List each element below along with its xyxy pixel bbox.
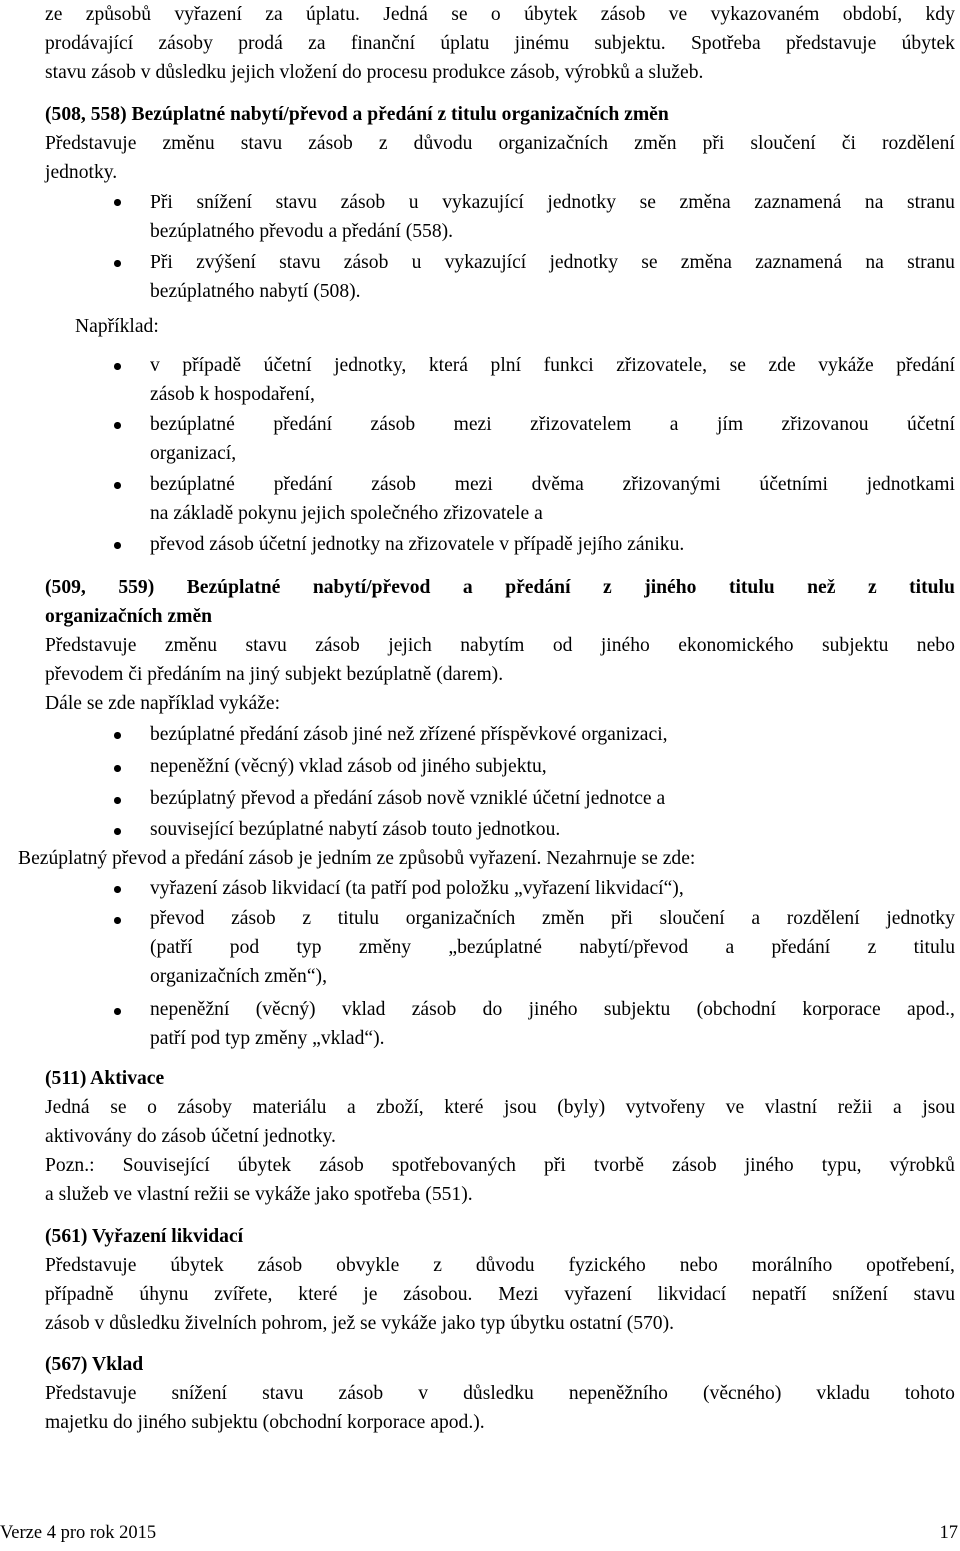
word: tohoto — [904, 1383, 955, 1404]
word: z — [603, 577, 612, 598]
word: představuje — [785, 33, 877, 54]
list-item-line: organizačních změn“), — [150, 966, 327, 987]
word: vytvořeny — [625, 1097, 706, 1118]
word: plní — [490, 355, 522, 376]
example-label: Například: — [75, 316, 159, 337]
bullet-icon — [114, 422, 121, 429]
word: jejich — [388, 635, 432, 656]
word: předání — [505, 577, 571, 598]
word: Spotřeba — [691, 33, 761, 54]
word: typ — [296, 937, 322, 958]
section-heading-511: (511) Aktivace — [45, 1068, 165, 1089]
word: Představuje — [45, 1255, 137, 1276]
paragraph-line: majetku do jiného subjektu (obchodní korporace apod.). — [45, 1412, 485, 1433]
word: titulu — [909, 577, 955, 598]
word: spotřebovaných — [391, 1155, 516, 1176]
word: Bezúplatné — [186, 577, 281, 598]
word: Při — [150, 192, 173, 213]
paragraph-line: a služeb ve vlastní režii se vykáže jako spotřeba (551). — [45, 1184, 473, 1205]
list-item-line: patří pod typ změny „vklad“). — [150, 1028, 385, 1049]
list-item-line — [150, 470, 955, 499]
word: úbytek — [237, 1155, 292, 1176]
word: subjektu — [603, 999, 671, 1020]
word: zásoby — [177, 1097, 232, 1118]
word: Představuje — [45, 635, 137, 656]
paragraph-line — [45, 1280, 955, 1309]
word: Pozn.: — [45, 1155, 95, 1176]
word: stranu — [907, 192, 955, 213]
word: Představuje — [45, 1383, 137, 1404]
word: nabytí/převod — [579, 937, 689, 958]
word: organizačních — [498, 133, 609, 154]
word: Související — [122, 1155, 210, 1176]
word: titulu — [913, 937, 955, 958]
word: kdy — [925, 4, 955, 25]
word: zásob — [672, 1155, 717, 1176]
word: úplatu — [440, 33, 490, 54]
word: změn — [634, 133, 677, 154]
word: vykáže — [818, 355, 874, 376]
word: zřizovatelem — [530, 414, 632, 435]
word: zásob — [338, 1383, 384, 1404]
list-item-line — [150, 410, 955, 439]
word: případně — [45, 1284, 114, 1305]
intro-line-2 — [45, 29, 955, 58]
paragraph-line — [45, 1379, 955, 1408]
word: apod., — [907, 999, 955, 1020]
word: v — [150, 355, 160, 376]
word: stavu — [245, 635, 287, 656]
word: opotřebení, — [866, 1255, 955, 1276]
word: zásob — [600, 4, 646, 25]
word: Jedná — [45, 1097, 90, 1118]
word: o — [147, 1097, 157, 1118]
word: v — [418, 1383, 429, 1404]
word: stranu — [907, 252, 955, 273]
list-item-line: zásob k hospodaření, — [150, 384, 315, 405]
word: Představuje — [45, 133, 137, 154]
word: (patří — [150, 937, 193, 958]
word: funkci — [543, 355, 594, 376]
word: rozdělení — [881, 133, 955, 154]
word: stavu — [240, 133, 283, 154]
word: zřizovanou — [781, 414, 869, 435]
paragraph-line — [45, 1093, 955, 1122]
word: zaznamená — [754, 192, 842, 213]
word: „bezúplatné — [448, 937, 542, 958]
word: důsledku — [463, 1383, 534, 1404]
word: finanční — [350, 33, 416, 54]
word: způsobů — [85, 4, 152, 25]
word: subjektu — [821, 635, 889, 656]
bullet-icon — [114, 542, 121, 549]
list-item-line: převod zásob účetní jednotky na zřizovatele v případě jejího zániku. — [150, 534, 685, 555]
bullet-icon — [114, 482, 121, 489]
word: případě — [182, 355, 242, 376]
list-item-line — [150, 933, 955, 962]
word: vyřazení — [564, 1284, 632, 1305]
word: zásob — [343, 252, 389, 273]
word: zásoby — [158, 33, 213, 54]
word: vykazovaném — [710, 4, 820, 25]
list-item-line: bezúplatného převodu a předání (558). — [150, 221, 454, 242]
word: 559) — [118, 577, 155, 598]
word: z — [867, 937, 877, 958]
word: při — [702, 133, 725, 154]
word: za — [308, 33, 326, 54]
word: korporace — [802, 999, 881, 1020]
word: vykazující — [442, 192, 524, 213]
word: jiného — [744, 1155, 794, 1176]
word: sloučení — [750, 133, 816, 154]
word: morálního — [751, 1255, 833, 1276]
bullet-icon — [114, 199, 121, 206]
word: o — [490, 4, 501, 25]
paragraph-line: převodem či předáním na jiný subjekt bezúplatně (darem). — [45, 664, 504, 685]
word: (byly) — [557, 1097, 606, 1118]
word: prodá — [238, 33, 283, 54]
list-item-line: organizací, — [150, 443, 237, 464]
word: výrobků — [889, 1155, 955, 1176]
list-item-line — [150, 904, 955, 933]
word: jednotky — [886, 908, 955, 929]
word: stavu — [262, 1383, 304, 1404]
word: se — [110, 1097, 127, 1118]
word: jsou — [922, 1097, 955, 1118]
word: snížení — [196, 192, 252, 213]
word: snížení — [171, 1383, 227, 1404]
word: důvodu — [475, 1255, 535, 1276]
word: stavu — [275, 192, 317, 213]
word: Při — [150, 252, 173, 273]
word: od — [552, 635, 573, 656]
word: období, — [842, 4, 903, 25]
word: nabytím — [460, 635, 525, 656]
word: a — [347, 1097, 356, 1118]
paragraph-line: aktivovány do zásob účetní jednotky. — [45, 1126, 336, 1147]
list-item-line: nepeněžní (věcný) vklad zásob od jiného subjektu, — [150, 756, 547, 777]
word: za — [265, 4, 283, 25]
word: nebo — [679, 1255, 718, 1276]
word: tvorbě — [593, 1155, 644, 1176]
word: zásob — [315, 635, 360, 656]
word: u — [408, 192, 419, 213]
word: nabytí/převod — [312, 577, 431, 598]
word: úbytek — [524, 4, 578, 25]
word: jednotky — [549, 252, 619, 273]
word: jednotky, — [334, 355, 407, 376]
word: z — [433, 1255, 442, 1276]
word: materiálu — [252, 1097, 327, 1118]
word: na — [864, 192, 884, 213]
word: zřizovatele, — [616, 355, 708, 376]
list-item-line: bezúplatný převod a předání zásob nově vzniklé účetní jednotce a — [150, 788, 666, 809]
word: zásob — [371, 474, 416, 495]
word: zásob — [370, 414, 416, 435]
word: Mezi — [498, 1284, 539, 1305]
section-heading-508: (508, 558) Bezúplatné nabytí/převod a předání z titulu organizačních změn — [45, 104, 669, 125]
word: a — [462, 577, 473, 598]
word: ze — [45, 4, 63, 25]
word: se — [639, 192, 656, 213]
word: zboží, — [376, 1097, 424, 1118]
word: zásob — [411, 999, 457, 1020]
word: předání — [273, 474, 333, 495]
word: převod — [150, 908, 205, 929]
word: změnu — [162, 133, 215, 154]
word: předání — [896, 355, 955, 376]
word: úplatu. — [306, 4, 360, 25]
word: z — [302, 908, 312, 929]
word: úbytek — [170, 1255, 224, 1276]
word: a — [893, 1097, 902, 1118]
word: které — [444, 1097, 484, 1118]
word: při — [611, 908, 633, 929]
footer-version: Verze 4 pro rok 2015 — [0, 1523, 157, 1543]
word: zásob — [231, 908, 276, 929]
bullet-icon — [114, 732, 121, 739]
paragraph-line — [45, 631, 955, 660]
list-item-line — [150, 995, 955, 1024]
word: zvýšení — [196, 252, 256, 273]
word: ve — [668, 4, 688, 25]
word: účetními — [759, 474, 828, 495]
word: jím — [716, 414, 744, 435]
word: pod — [229, 937, 260, 958]
word: organizačních — [405, 908, 516, 929]
word: vykazující — [444, 252, 527, 273]
word: účetní — [907, 414, 955, 435]
word: zásob — [308, 133, 353, 154]
word: či — [841, 133, 856, 154]
word: typu, — [821, 1155, 862, 1176]
word: ekonomického — [678, 635, 794, 656]
word: u — [411, 252, 422, 273]
word: vklad — [341, 999, 386, 1020]
word: vyřazení — [174, 4, 242, 25]
word: která — [428, 355, 468, 376]
word: se — [451, 4, 468, 25]
word: fyzického — [568, 1255, 646, 1276]
word: nepeněžního — [568, 1383, 668, 1404]
word: změny — [358, 937, 412, 958]
word: sloučení — [659, 908, 725, 929]
section-heading-561: (561) Vyřazení likvidací — [45, 1226, 244, 1247]
word: rozdělení — [786, 908, 860, 929]
word: a — [669, 414, 679, 435]
word: na — [865, 252, 884, 273]
bullet-icon — [114, 797, 121, 804]
word: snížení — [832, 1284, 888, 1305]
word: (obchodní — [696, 999, 777, 1020]
list-item-line: související bezúplatné nabytí zásob touto jednotkou. — [150, 819, 561, 840]
word: mezi — [454, 474, 493, 495]
word: nepeněžní — [150, 999, 230, 1020]
word: obvykle — [336, 1255, 400, 1276]
word: jinému — [514, 33, 570, 54]
word: než — [807, 577, 836, 598]
bullet-icon — [114, 828, 121, 835]
bullet-icon — [114, 917, 121, 924]
word: (věcný) — [255, 999, 316, 1020]
word: do — [482, 999, 503, 1020]
word: účetní — [263, 355, 312, 376]
word: zásob — [319, 1155, 364, 1176]
word: (věcného) — [703, 1383, 782, 1404]
intro-line-3: stavu zásob v důsledku jejich vložení do procesu produkce zásob, výrobků a služeb. — [45, 62, 704, 83]
bullet-icon — [114, 363, 121, 370]
word: je — [363, 1284, 378, 1305]
word: jiného — [528, 999, 578, 1020]
word: vkladu — [816, 1383, 870, 1404]
word: mezi — [453, 414, 492, 435]
word: vlastní — [764, 1097, 818, 1118]
word: zde — [768, 355, 796, 376]
list-item-line: na základě pokynu jejich společného zřizovatele a — [150, 503, 543, 524]
word: a — [751, 908, 761, 929]
word: zaznamená — [755, 252, 843, 273]
list-item-line: bezúplatného nabytí (508). — [150, 281, 361, 302]
word: z — [378, 133, 388, 154]
bullet-icon — [114, 886, 121, 893]
word: (509, — [45, 577, 86, 598]
word: z — [867, 577, 877, 598]
word: zásob — [340, 192, 386, 213]
word: jiného — [644, 577, 697, 598]
section-heading-509-cont: organizačních změn — [45, 606, 213, 627]
word: ve — [725, 1097, 745, 1118]
word: režii — [837, 1097, 873, 1118]
bullet-icon — [114, 1008, 121, 1015]
word: jednotky — [547, 192, 616, 213]
paragraph-line — [45, 1151, 955, 1180]
word: změnu — [164, 635, 218, 656]
word: dvěma — [531, 474, 584, 495]
paragraph-line — [45, 129, 955, 158]
paragraph-line: jednotky. — [45, 162, 118, 183]
word: důvodu — [413, 133, 473, 154]
word: zřizovanými — [622, 474, 721, 495]
word: zvířete, — [214, 1284, 273, 1305]
word: subjektu. — [594, 33, 666, 54]
word: jednotkami — [866, 474, 955, 495]
word: se — [641, 252, 658, 273]
word: a — [725, 937, 735, 958]
paragraph-line: zásob v důsledku živelních pohrom, jež se vykáže jako typ úbytku ostatní (570). — [45, 1313, 675, 1334]
word: změna — [680, 252, 732, 273]
word: jiného — [600, 635, 650, 656]
word: při — [544, 1155, 566, 1176]
word: nepatří — [752, 1284, 807, 1305]
word: které — [298, 1284, 338, 1305]
word: jsou — [504, 1097, 537, 1118]
word: likvidací — [657, 1284, 727, 1305]
section-heading-567: (567) Vklad — [45, 1354, 144, 1375]
footer-page-number: 17 — [939, 1523, 958, 1543]
list-item-line: vyřazení zásob likvidací (ta patří pod položku „vyřazení likvidací“), — [150, 878, 684, 899]
word: prodávající — [45, 33, 134, 54]
list-item-line — [150, 248, 955, 277]
list-item-line — [150, 188, 955, 217]
word: předání — [273, 414, 333, 435]
intro-line-1 — [45, 0, 955, 29]
bullet-icon — [114, 765, 121, 772]
word: titulu — [337, 908, 380, 929]
word: bezúplatné — [150, 414, 235, 435]
paragraph-line: Bezúplatný převod a předání zásob je jedním ze způsobů vyřazení. Nezahrnuje se zde: — [18, 848, 696, 869]
word: zásobou. — [403, 1284, 473, 1305]
word: změn — [541, 908, 585, 929]
list-item-line — [150, 351, 955, 380]
section-heading-509 — [45, 573, 955, 602]
word: Jedná — [383, 4, 428, 25]
word: titulu — [728, 577, 775, 598]
word: úhynu — [139, 1284, 189, 1305]
word: zásob — [257, 1255, 303, 1276]
word: úbytek — [901, 33, 955, 54]
word: stavu — [279, 252, 321, 273]
word: stavu — [913, 1284, 955, 1305]
paragraph-line — [45, 1251, 955, 1280]
paragraph-line: Dále se zde například vykáže: — [45, 693, 281, 714]
list-item-line: bezúplatné předání zásob jiné než zřízené příspěvkové organizaci, — [150, 724, 668, 745]
word: nebo — [916, 635, 955, 656]
word: předání — [771, 937, 831, 958]
word: se — [729, 355, 746, 376]
word: změna — [679, 192, 731, 213]
word: bezúplatné — [150, 474, 235, 495]
bullet-icon — [114, 260, 121, 267]
